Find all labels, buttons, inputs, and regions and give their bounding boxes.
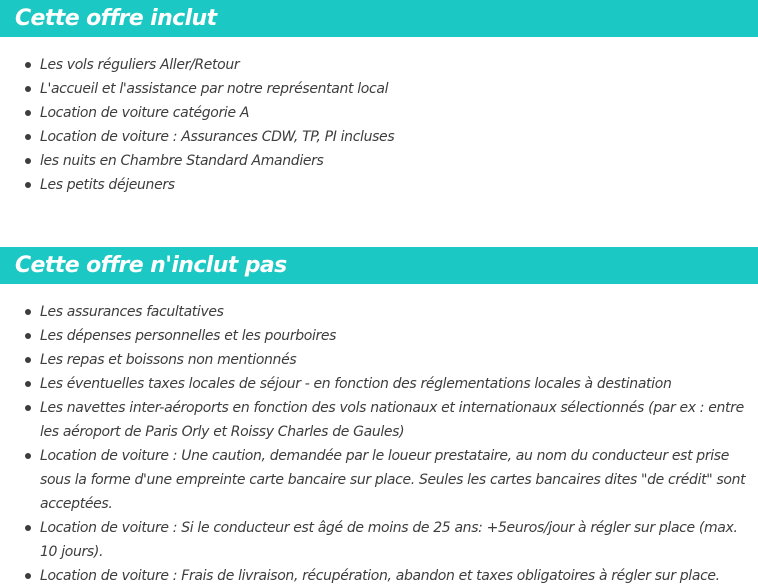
- list-item: Location de voiture : Une caution, demandée par le loueur prestataire, au nom du conducteur est prise sous la forme d'une empreinte carte bancaire sur place. Seules les cartes bancaires dites "de crédit" sont acceptées.: [0, 444, 758, 516]
- list-item: Location de voiture : Assurances CDW, TP, PI incluses: [0, 125, 758, 149]
- list-item: Les navettes inter-aéroports en fonction des vols nationaux et internationaux sélectionnés (par ex : entre les aéroport de Paris Orly et Roissy Charles de Gaules): [0, 396, 758, 444]
- list-item: Les vols réguliers Aller/Retour: [0, 53, 758, 77]
- excluded-section-title: Cette offre n'inclut pas: [0, 247, 758, 284]
- list-item: Location de voiture catégorie A: [0, 101, 758, 125]
- list-item: Les assurances facultatives: [0, 300, 758, 324]
- list-item: les nuits en Chambre Standard Amandiers: [0, 149, 758, 173]
- included-section-title: Cette offre inclut: [0, 0, 758, 37]
- list-item: L'accueil et l'assistance par notre représentant local: [0, 77, 758, 101]
- list-item: Location de voiture : Si le conducteur est âgé de moins de 25 ans: +5euros/jour à régler sur place (max. 10 jours).: [0, 516, 758, 564]
- list-item: Location de voiture : Frais de livraison, récupération, abandon et taxes obligatoires à régler sur place.: [0, 564, 758, 588]
- list-item: Les éventuelles taxes locales de séjour - en fonction des réglementations locales à destination: [0, 372, 758, 396]
- list-item: Les repas et boissons non mentionnés: [0, 348, 758, 372]
- list-item: Les dépenses personnelles et les pourboires: [0, 324, 758, 348]
- excluded-list: [0, 300, 758, 588]
- included-list: [0, 53, 758, 197]
- list-item: Les petits déjeuners: [0, 173, 758, 197]
